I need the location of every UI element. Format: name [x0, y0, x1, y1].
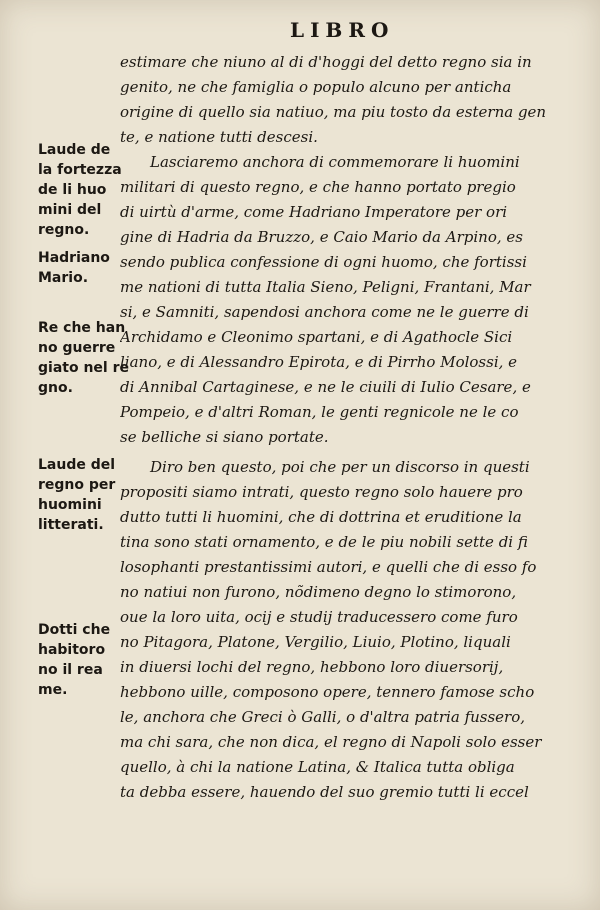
text-line: Lasciaremo anchora di commemorare li huomini	[150, 153, 520, 171]
text-line: Pompeio, e d'altri Roman, le genti regnicole ne le co	[120, 403, 519, 421]
margin-line: regno.	[38, 222, 90, 238]
text-line: propositi siamo intrati, questo regno solo hauere pro	[120, 483, 523, 501]
text-line: genito, ne che famiglia o populo alcuno per anticha	[120, 78, 512, 96]
margin-line: de li huo	[38, 182, 107, 198]
text-line: sendo publica confessione di ogni huomo, che fortissi	[120, 253, 527, 271]
margin-line: giato nel re	[38, 360, 129, 376]
margin-line: la fortezza	[38, 162, 122, 178]
running-header: LIBRO	[290, 18, 395, 42]
text-line: te, e natione tutti descesi.	[120, 128, 318, 146]
text-line: estimare che niuno al di d'hoggi del detto regno sia in	[120, 53, 532, 71]
margin-line: Laude de	[38, 142, 111, 158]
text-line: gine di Hadria da Bruzzo, e Caio Mario da Arpino, es	[120, 228, 523, 246]
margin-line: litterati.	[38, 517, 104, 533]
text-line: in diuersi lochi del regno, hebbono loro diuersorij,	[120, 658, 504, 676]
paragraph	[120, 455, 550, 805]
text-line: militari di questo regno, e che hanno portato pregio	[120, 178, 516, 196]
text-line: Archidamo e Cleonimo spartani, e di Agathocle Sici	[120, 328, 513, 346]
text-line: dutto tutti li huomini, che di dottrina et eruditione la	[120, 508, 522, 526]
text-line: ma chi sara, che non dica, el regno di Napoli solo esser	[120, 733, 542, 751]
margin-line: huomini	[38, 497, 102, 513]
margin-line: habitoro	[38, 642, 106, 658]
text-line: tina sono stati ornamento, e de le piu nobili sette di fi	[120, 533, 528, 551]
margin-line: Laude del	[38, 457, 116, 473]
margin-line: mini del	[38, 202, 102, 218]
margin-line: Dotti che	[38, 622, 111, 638]
text-line: si, e Samniti, sapendosi anchora come ne le guerre di	[120, 303, 529, 321]
margin-line: no guerre	[38, 340, 116, 356]
margin-line: regno per	[38, 477, 116, 493]
text-line: me nationi di tutta Italia Sieno, Peligni, Frantani, Mar	[120, 278, 531, 296]
text-line: ta debba essere, hauendo del suo gremio tutti li eccel	[120, 783, 529, 801]
text-line: le, anchora che Greci ò Galli, o d'altra patria fussero,	[120, 708, 526, 726]
text-line: losophanti prestantissimi autori, e quelli che di esso fo	[120, 558, 537, 576]
margin-note	[38, 140, 124, 240]
text-line: di uirtù d'arme, come Hadriano Imperatore per ori	[120, 203, 508, 221]
margin-line: no il rea	[38, 662, 103, 678]
text-line: Diro ben questo, poi che per un discorso in questi	[150, 458, 530, 476]
margin-note	[38, 455, 124, 535]
text-line: quello, à chi la natione Latina, & Italica tutta obliga	[120, 758, 515, 776]
text-line: liano, e di Alessandro Epirota, e di Pirrho Molossi, e	[120, 353, 518, 371]
paragraph	[120, 150, 550, 450]
text-line: no natiui non furono, nõdimeno degno lo stimorono,	[120, 583, 517, 601]
margin-line: Re che han	[38, 320, 126, 336]
margin-note	[38, 248, 124, 288]
margin-line: Mario.	[38, 270, 89, 286]
margin-note	[38, 318, 129, 398]
text-line: hebbono uille, composono opere, tennero famose scho	[120, 683, 535, 701]
margin-line: Hadriano	[38, 250, 110, 266]
margin-line: me.	[38, 682, 68, 698]
text-line: oue la loro uita, ocij e studij traducessero come furo	[120, 608, 518, 626]
text-line: origine di quello sia natiuo, ma piu tosto da esterna gen	[120, 103, 547, 121]
margin-note	[38, 620, 124, 700]
text-line: no Pitagora, Platone, Vergilio, Liuio, Plotino, liquali	[120, 633, 511, 651]
text-line: di Annibal Cartaginese, e ne le ciuili di Iulio Cesare, e	[120, 378, 531, 396]
text-line: se belliche si siano portate.	[120, 428, 329, 446]
margin-line: gno.	[38, 380, 73, 396]
paragraph	[120, 50, 550, 150]
